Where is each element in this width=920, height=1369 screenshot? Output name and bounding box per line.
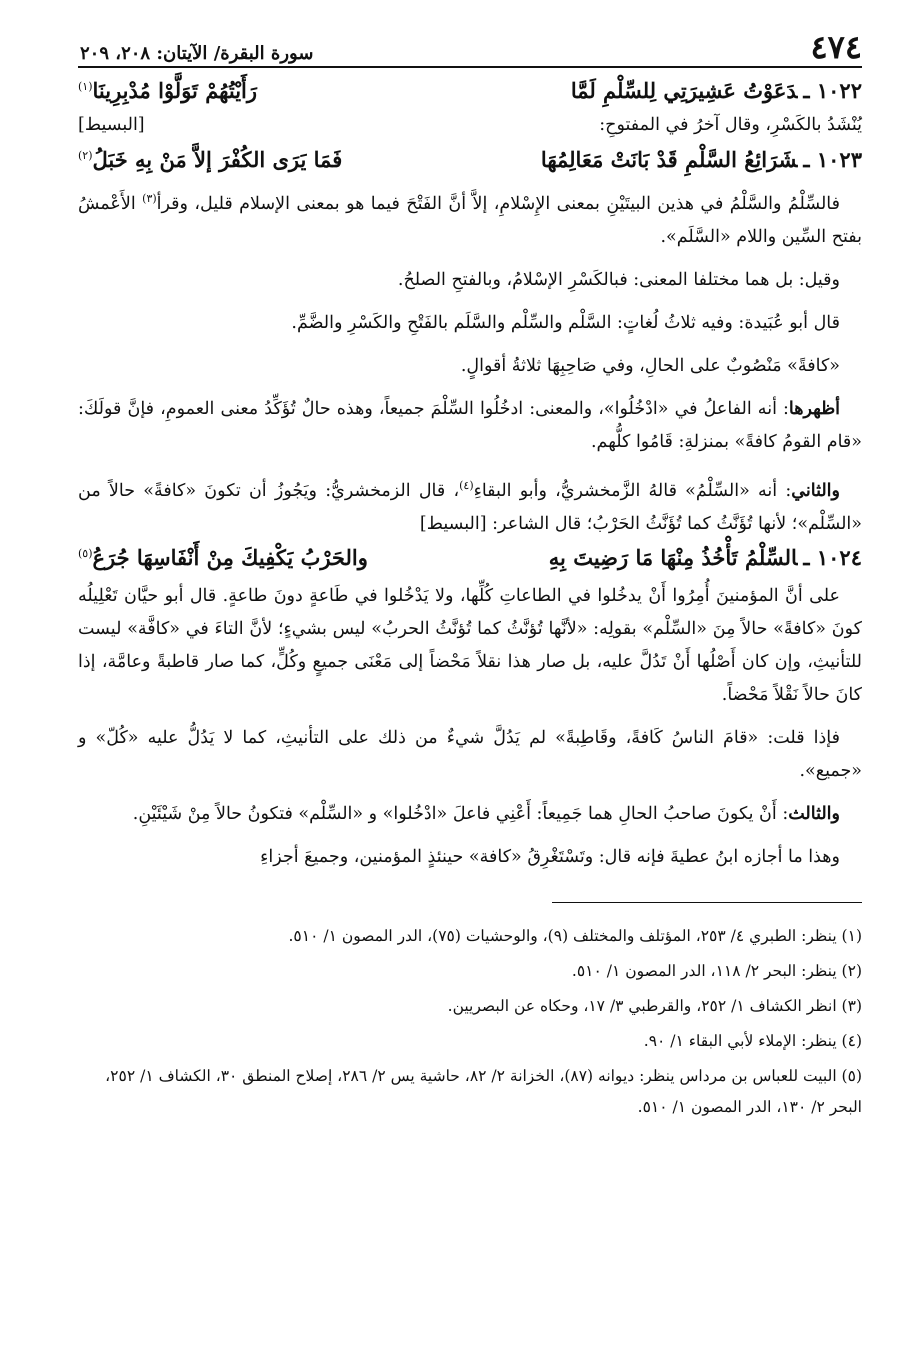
paragraph: وقيل: بل هما مختلفا المعنى: فبالكَسْرِ الإسْلامُ، وبالفتحِ الصلحُ. <box>397 269 840 290</box>
footnote-ref: (٥) <box>78 546 93 560</box>
footnote: (٢) ينظر: البحر ٢/ ١١٨، الدر المصون ١/ ٥١٠. <box>571 961 862 980</box>
paragraph: وهذا ما أجازه ابنُ عطيةَ فإنه قال: وتَسْتَغْرِقُ «كافة» حينئذٍ المؤمنين، وجميعَ أجزاءِ <box>260 846 840 867</box>
verse-first-half: ١٠٢٣ ـشَرَائِعُ السَّلْمِ قَدْ بَانَتْ مَعَالِمُهَا <box>540 147 862 172</box>
page-header <box>78 28 862 64</box>
meter-label: [البسيط] <box>78 115 145 135</box>
verse-first-half: ١٠٢٤ ـالسِّلْمُ تَأْخُذُ مِنْهَا مَا رَضِيتَ بِهِ <box>548 544 862 570</box>
footnote: (١) ينظر: الطبري ٤/ ٢٥٣، المؤتلف والمختلف (٩)، والوحشيات (٧٥)، الدر المصون ١/ ٥١٠. <box>288 926 862 945</box>
section-label: والثالث <box>788 803 840 824</box>
paragraph: على أنَّ المؤمنينَ أُمِرُوا أَنْ يدخُلوا في الطاعاتِ كُلِّها، ولا يَدْخُلوا في طَاعةٍ دونَ طاعةٍ. قال أبو حيَّان تَعْلِيلُه كونَ «كافةً» حالاً مِنَ «السِّلْم» بقولِه: «لأنَّها تُؤنَّثُ كما تُؤنَّثُ الحربُ» ليس بشيءٍ؛ لأنَّ التاءَ في «كافَّة» ليست للتأنيثِ، وإن كان أَصْلُها أَنْ تَدُلَّ عليه، بل صار هذا نقلاً مَحْضاً إلى مَعْنَى جميعٍ وكُلٍّ، كما صار قاطبةً وعامَّة، إذا كانَ حالاً نَقْلاً مَحْضاً. <box>78 585 862 705</box>
footnote: (٣) انظر الكشاف ١/ ٢٥٢، والقرطبي ٣/ ١٧، وحكاه عن البصريين. <box>447 996 862 1015</box>
footnotes <box>78 921 862 1123</box>
verse-number: ١٠٢٣ ـ <box>803 147 862 172</box>
section-label: والثاني <box>791 480 840 501</box>
verse-first-half: ١٠٢٢ ـدَعَوْتُ عَشِيرَتِي لِلسِّلْمِ لَمَّا <box>570 78 862 103</box>
footnote-ref: (٢) <box>78 149 93 162</box>
paragraph: «كافةً» مَنْصُوبٌ على الحالِ، وفي صَاحِبِهَا ثلاثةُ أقوالٍ. <box>460 355 840 376</box>
paragraph: والثالث: أَنْ يكونَ صاحبُ الحالِ هما جَمِيعاً: أَعْنِي فاعلَ «ادْخُلوا» و «السِّلْم» فتكونُ حالاً مِنْ شَيْئَيْنِ. <box>132 803 840 824</box>
book-page <box>78 28 862 1127</box>
paragraph: قال أبو عُبَيدة: وفيه ثلاثُ لُغاتٍ: السَّلْم والسِّلْم والسَّلَم بالفَتْحِ والكَسْرِ والضَّمِّ. <box>291 312 840 333</box>
paragraph: فالسِّلْمُ والسَّلْمُ في هذين البيتَيْنِ بمعنى الإِسْلامِ، إلاَّ أنَّ الفَتْحَ فيما هو بمعنى الإسلام قليل، وقرأ$^{(٣)}$ الأَعْمشُ بفتح السِّين واللام «السَّلَم». <box>78 192 862 247</box>
footnote-ref: (١) <box>78 80 93 93</box>
verse-number: ١٠٢٢ ـ <box>803 78 862 103</box>
verse-second-half: رَأَيْتُهُمْ تَوَلَّوْا مُدْبِرِينَا$^{(١)}$ <box>78 78 258 103</box>
footnote-divider <box>552 902 862 903</box>
running-title: سورة البقرة/ الآيتان: ٢٠٨، ٢٠٩ <box>80 43 314 64</box>
footnote: (٥) البيت للعباس بن مرداس ينظر: ديوانه (٨٧)، الخزانة ٢/ ٨٢، حاشية يس ٢/ ٢٨٦، إصلاح المنطق ٣٠، الكشاف ١/ ٢٥٢، البحر ٢/ ١٣٠، الدر المصون ١/ ٥١٠. <box>105 1066 862 1116</box>
footnote: (٤) ينظر: الإملاء لأبي البقاء ١/ ٩٠. <box>643 1031 862 1050</box>
page-number: ٤٧٤ <box>810 28 862 66</box>
verse-second-half: فَمَا يَرَى الكُفْرَ إلاَّ مَنْ بِهِ خَبَلُ$^{(٢)}$ <box>78 147 343 172</box>
verse-1024 <box>78 545 862 570</box>
verse-1023 <box>78 147 862 172</box>
header-divider <box>78 66 862 68</box>
paragraph: فإذا قلت: «قامَ الناسُ كَافةً، وقَاطِبةً» لم يَدُلَّ شيءٌ من ذلك على التأنيثِ، كما لا يَدُلُّ عليه «كُلّ» و «جميع». <box>78 727 862 781</box>
section-label: أظهرها <box>788 398 840 419</box>
paragraph: والثاني: أنه «السِّلْمُ» قالهُ الزَّمخشريُّ، وأبو البقاءِ$^{(٤)}$، قال الزمخشريُّ: ويَجُوزُ أن تكونَ «كافةً» حالاً من «السِّلْم»؛ لأنها تُؤَنَّثُ كما تُؤَنَّثُ الحَرْبُ؛ قال الشاعر: [البسيط] <box>78 478 862 534</box>
paragraph: أظهرها: أنه الفاعلُ في «ادْخُلُوا»، والمعنى: ادخُلُوا السِّلْمَ جميعاً، وهذه حالٌ تُؤَكِّدُ معنى العمومِ، فإنَّ قولَكَ: «قام القومُ كافةً» بمنزلةِ: قَامُوا كلُّهم. <box>78 398 862 452</box>
footnote-ref: (٤) <box>459 478 474 492</box>
footnote-ref: (٣) <box>142 192 157 205</box>
verse-second-half: والحَرْبُ يَكْفِيكَ مِنْ أَنْفَاسِهَا جُرَعُ$^{(٥)}$ <box>78 544 368 570</box>
intro-line: يُنْشَدُ بالكَسْرِ، وقال آخرُ في المفتوحِ: [البسيط] <box>78 109 862 141</box>
verse-number: ١٠٢٤ ـ <box>803 544 862 570</box>
meter-label: [البسيط] <box>419 513 487 534</box>
verse-1022 <box>78 78 862 103</box>
